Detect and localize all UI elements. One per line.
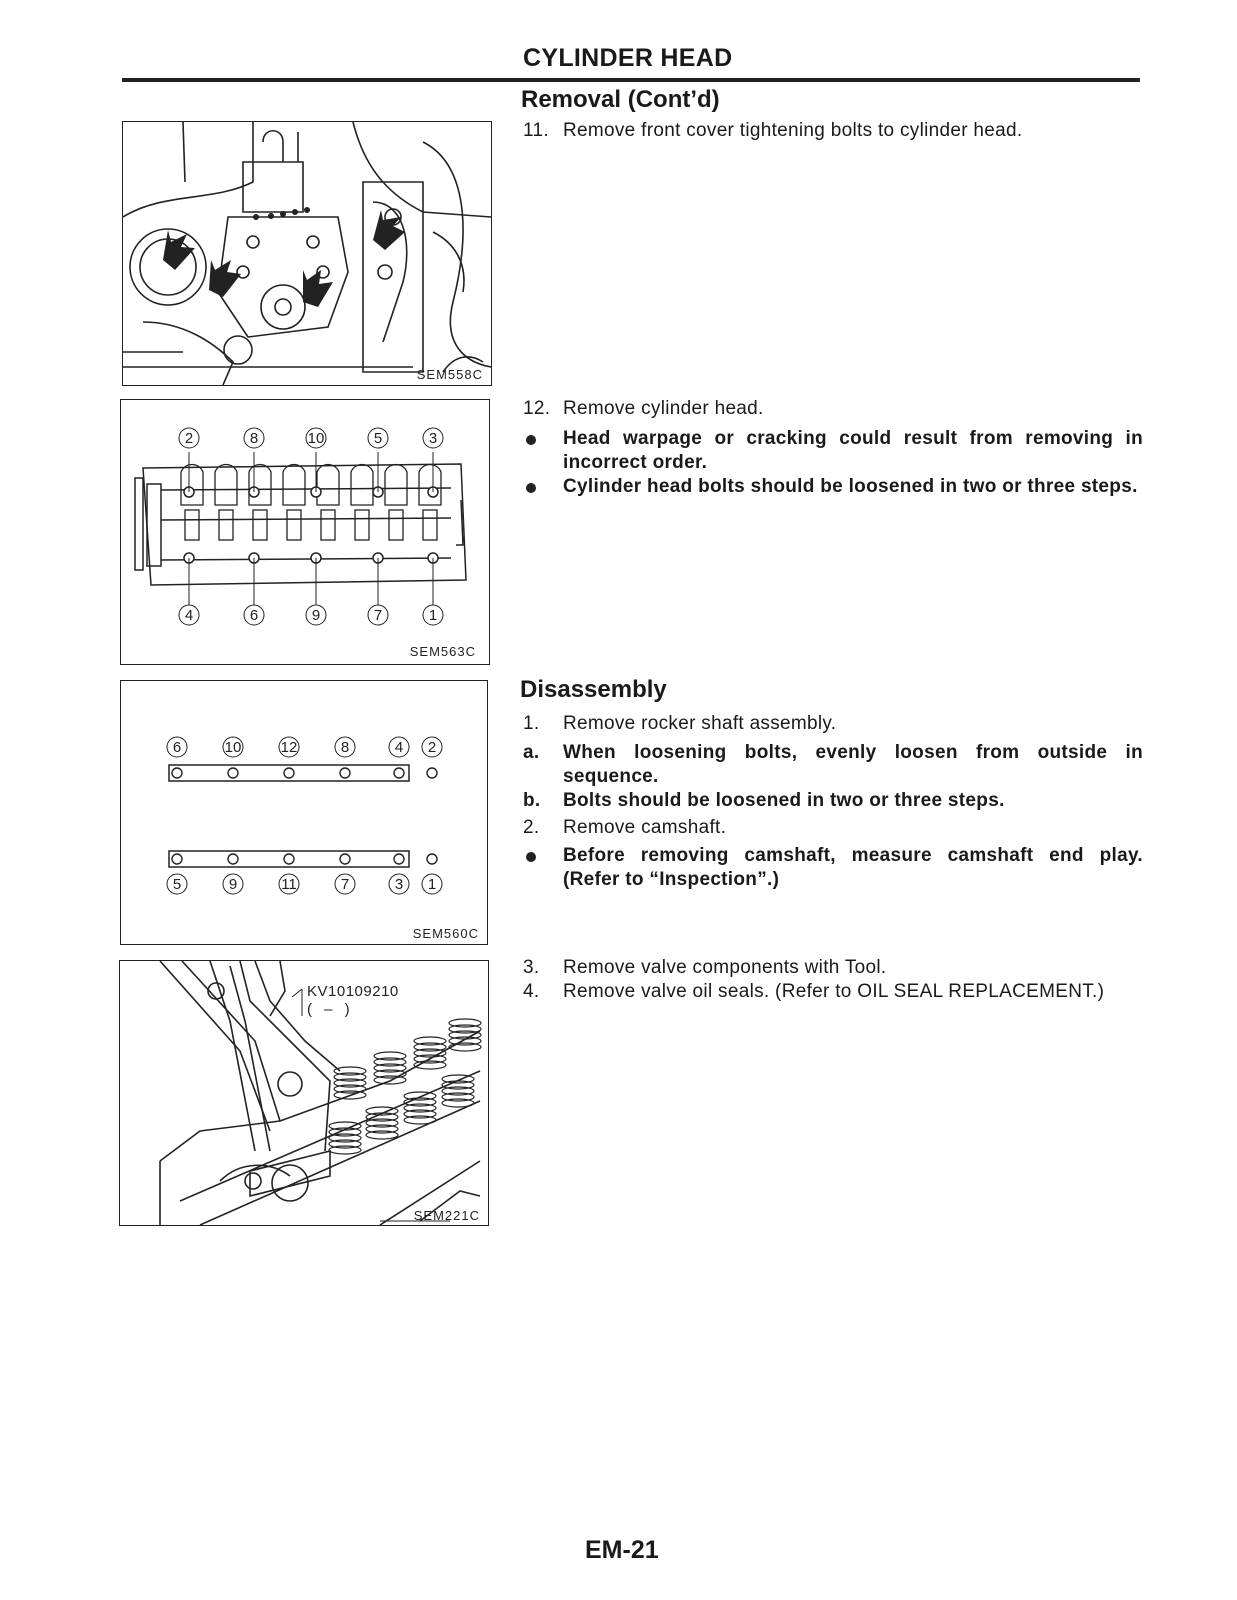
svg-text:7: 7 [340, 876, 350, 893]
bolt-order-label [306, 605, 326, 625]
svg-text:4: 4 [184, 607, 194, 624]
step-text: Remove cylinder head. [563, 398, 764, 419]
bolt-order-label [167, 737, 187, 757]
tool-number: KV10109210 [307, 983, 399, 1000]
bolt-order-label [423, 605, 443, 625]
bolt-order-label [389, 737, 409, 757]
page-number: EM-21 [585, 1536, 659, 1564]
cylinder-head-bolt-diagram [121, 400, 489, 664]
svg-text:1: 1 [427, 876, 437, 893]
step-number: 11. [523, 120, 549, 141]
svg-text:1: 1 [428, 607, 438, 624]
bullet-text: Head warpage or cracking could result from removing in incorrect order. [563, 428, 1143, 473]
figure-head-bolt-sequence [120, 399, 490, 665]
svg-text:10: 10 [224, 739, 242, 756]
step-text: Remove valve components with Tool. [563, 957, 887, 978]
bullet-icon [526, 483, 536, 493]
sub-step-text: Bolts should be loosened in two or three steps. [563, 790, 1005, 811]
figure-code-sem221c: SEM221C [413, 1208, 480, 1223]
svg-text:4: 4 [394, 739, 404, 756]
bolt-order-label [279, 737, 299, 757]
figure-front-cover-bolts [122, 121, 492, 386]
figure-code-sem563c: SEM563C [409, 644, 476, 659]
bolt-order-label [423, 428, 443, 448]
bolt-order-label [335, 737, 355, 757]
svg-text:6: 6 [172, 739, 182, 756]
removal-heading: Removal (Cont’d) [521, 86, 720, 113]
svg-text:6: 6 [249, 607, 259, 624]
bolt-order-label [422, 874, 442, 894]
bolt-order-label [279, 874, 299, 894]
figure-rocker-shaft-sequence [120, 680, 488, 945]
svg-text:2: 2 [184, 430, 194, 447]
bolt-order-label [244, 605, 264, 625]
svg-text:3: 3 [394, 876, 404, 893]
sub-step-letter: b. [523, 790, 541, 811]
bullet-text: Cylinder head bolts should be loosened in two or three steps. [563, 476, 1138, 497]
step-number: 3. [523, 957, 540, 978]
bolt-order-label [223, 874, 243, 894]
svg-text:10: 10 [307, 430, 325, 447]
svg-text:9: 9 [311, 607, 321, 624]
bolt-order-label [167, 874, 187, 894]
step-text: Remove front cover tightening bolts to cylinder head. [563, 120, 1023, 141]
step-text: Remove rocker shaft assembly. [563, 713, 837, 734]
rocker-shaft-bolt-diagram [121, 681, 487, 944]
bolt-order-label [306, 428, 326, 448]
bullet-icon [526, 852, 536, 862]
svg-text:11: 11 [281, 876, 297, 893]
sub-step-text: When loosening bolts, evenly loosen from outside in sequence. [563, 742, 1143, 787]
svg-text:12: 12 [280, 739, 298, 756]
front-cover-illustration [123, 122, 491, 385]
bullet-text: Before removing camshaft, measure camshaft end play. (Refer to “Inspection”.) [563, 845, 1143, 890]
bolt-order-label [368, 605, 388, 625]
svg-text:8: 8 [249, 430, 259, 447]
svg-text:3: 3 [428, 430, 438, 447]
step-number: 4. [523, 981, 540, 1002]
sub-step-letter: a. [523, 742, 540, 763]
bolt-order-label [179, 605, 199, 625]
bolt-order-label [244, 428, 264, 448]
bolt-order-label [223, 737, 243, 757]
figure-code-sem560c: SEM560C [412, 926, 479, 941]
bolt-order-label [368, 428, 388, 448]
step-number: 1. [523, 713, 540, 734]
bolt-order-label [179, 428, 199, 448]
bolt-order-label [335, 874, 355, 894]
step-number: 2. [523, 817, 540, 838]
figure-code-sem558c: SEM558C [416, 367, 483, 382]
bolt-order-label [422, 737, 442, 757]
bolt-order-label [389, 874, 409, 894]
page-header-title: CYLINDER HEAD [523, 44, 733, 72]
svg-text:7: 7 [373, 607, 383, 624]
svg-text:2: 2 [427, 739, 437, 756]
header-rule [122, 78, 1140, 82]
svg-text:5: 5 [172, 876, 182, 893]
figure-valve-spring-compressor [119, 960, 489, 1226]
svg-text:9: 9 [228, 876, 238, 893]
step-text: Remove valve oil seals. (Refer to OIL SEAL REPLACEMENT.) [563, 981, 1105, 1002]
tool-subtitle: ( – ) [307, 1001, 354, 1018]
step-number: 12. [523, 398, 551, 419]
step-text: Remove camshaft. [563, 817, 727, 838]
disassembly-heading: Disassembly [520, 676, 667, 703]
valve-spring-compressor-illustration [120, 961, 488, 1225]
svg-text:5: 5 [373, 430, 383, 447]
svg-text:8: 8 [340, 739, 350, 756]
bullet-icon [526, 435, 536, 445]
